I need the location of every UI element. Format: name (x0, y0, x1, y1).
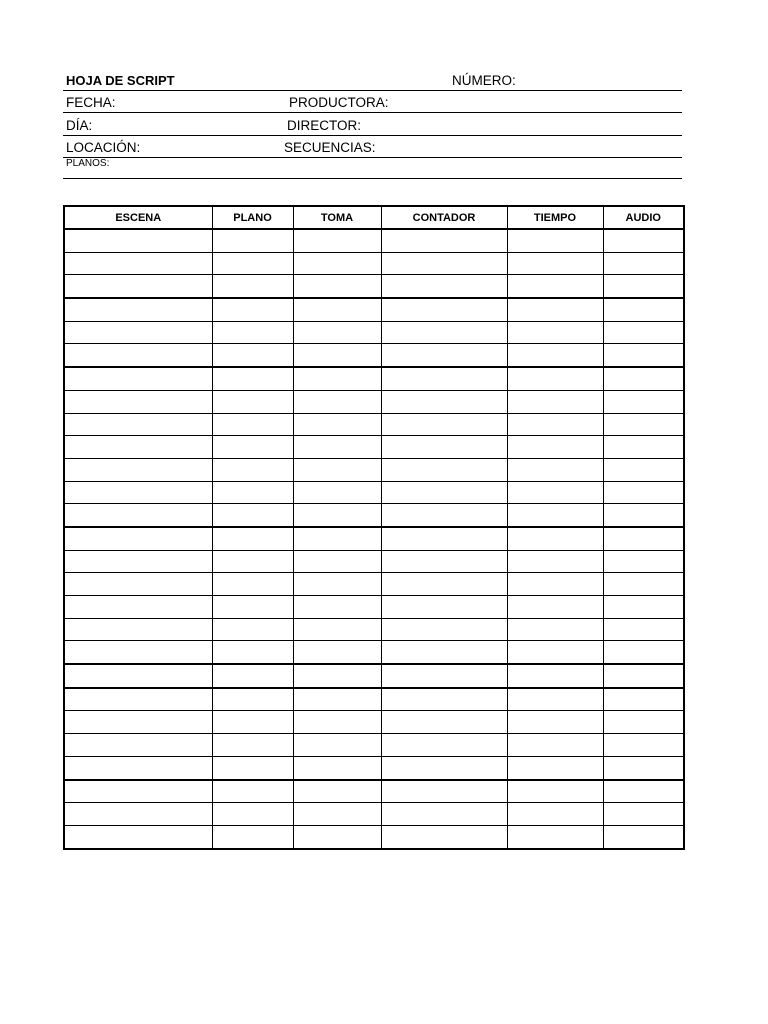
cell-toma[interactable] (293, 367, 381, 390)
table-row (64, 711, 684, 734)
cell-tiempo[interactable] (507, 367, 603, 390)
cell-contador[interactable] (381, 321, 507, 344)
cell-escena[interactable] (64, 711, 212, 734)
cell-audio[interactable] (603, 618, 684, 641)
cell-escena[interactable] (64, 252, 212, 275)
cell-contador[interactable] (381, 688, 507, 711)
cell-tiempo[interactable] (507, 825, 603, 848)
cell-toma[interactable] (293, 413, 381, 436)
dia-label: DÍA: (66, 118, 93, 133)
cell-plano[interactable] (212, 275, 293, 298)
cell-escena[interactable] (64, 298, 212, 321)
cell-plano[interactable] (212, 825, 293, 848)
column-header-audio: AUDIO (603, 206, 684, 229)
cell-contador[interactable] (381, 527, 507, 550)
cell-plano[interactable] (212, 803, 293, 826)
cell-escena[interactable] (64, 664, 212, 688)
cell-escena[interactable] (64, 367, 212, 390)
cell-tiempo[interactable] (507, 734, 603, 757)
cell-plano[interactable] (212, 756, 293, 779)
cell-toma[interactable] (293, 298, 381, 321)
header-row-dia (63, 113, 682, 136)
cell-audio[interactable] (603, 527, 684, 550)
cell-toma[interactable] (293, 688, 381, 711)
cell-contador[interactable] (381, 734, 507, 757)
cell-contador[interactable] (381, 252, 507, 275)
planos-label: PLANOS: (66, 158, 110, 169)
header-row-title (63, 68, 682, 91)
cell-audio[interactable] (603, 825, 684, 848)
cell-escena[interactable] (64, 550, 212, 573)
cell-escena[interactable] (64, 413, 212, 436)
cell-toma[interactable] (293, 780, 381, 803)
cell-plano[interactable] (212, 321, 293, 344)
cell-tiempo[interactable] (507, 596, 603, 619)
cell-tiempo[interactable] (507, 275, 603, 298)
cell-contador[interactable] (381, 573, 507, 596)
cell-plano[interactable] (212, 780, 293, 803)
cell-tiempo[interactable] (507, 527, 603, 550)
cell-toma[interactable] (293, 252, 381, 275)
cell-audio[interactable] (603, 275, 684, 298)
cell-toma[interactable] (293, 596, 381, 619)
cell-audio[interactable] (603, 596, 684, 619)
cell-escena[interactable] (64, 504, 212, 527)
cell-tiempo[interactable] (507, 618, 603, 641)
cell-tiempo[interactable] (507, 573, 603, 596)
header-row-locacion (63, 136, 682, 158)
cell-escena[interactable] (64, 734, 212, 757)
cell-plano[interactable] (212, 573, 293, 596)
cell-toma[interactable] (293, 711, 381, 734)
cell-toma[interactable] (293, 803, 381, 826)
cell-tiempo[interactable] (507, 711, 603, 734)
table-row (64, 436, 684, 459)
table-row (64, 275, 684, 298)
cell-audio[interactable] (603, 252, 684, 275)
table-row (64, 527, 684, 550)
cell-contador[interactable] (381, 711, 507, 734)
cell-escena[interactable] (64, 275, 212, 298)
table-row (64, 688, 684, 711)
cell-toma[interactable] (293, 641, 381, 664)
cell-tiempo[interactable] (507, 803, 603, 826)
table-row (64, 550, 684, 573)
numero-label: NÚMERO: (452, 73, 516, 88)
cell-plano[interactable] (212, 344, 293, 367)
cell-toma[interactable] (293, 504, 381, 527)
table-row (64, 664, 684, 688)
table-row (64, 825, 684, 848)
cell-tiempo[interactable] (507, 504, 603, 527)
cell-plano[interactable] (212, 504, 293, 527)
cell-escena[interactable] (64, 803, 212, 826)
table-row (64, 596, 684, 619)
cell-plano[interactable] (212, 298, 293, 321)
cell-tiempo[interactable] (507, 481, 603, 504)
sheet-title: HOJA DE SCRIPT (66, 73, 175, 88)
cell-audio[interactable] (603, 734, 684, 757)
cell-audio[interactable] (603, 780, 684, 803)
secuencias-label: SECUENCIAS: (284, 140, 376, 155)
table-row (64, 390, 684, 413)
cell-contador[interactable] (381, 436, 507, 459)
cell-plano[interactable] (212, 711, 293, 734)
cell-plano[interactable] (212, 436, 293, 459)
cell-toma[interactable] (293, 734, 381, 757)
table-row (64, 734, 684, 757)
cell-escena[interactable] (64, 458, 212, 481)
header-row-fecha (63, 91, 682, 113)
cell-audio[interactable] (603, 390, 684, 413)
cell-audio[interactable] (603, 688, 684, 711)
cell-audio[interactable] (603, 321, 684, 344)
cell-escena[interactable] (64, 229, 212, 252)
header-row-planos (63, 158, 682, 179)
cell-audio[interactable] (603, 573, 684, 596)
cell-tiempo[interactable] (507, 344, 603, 367)
cell-audio[interactable] (603, 367, 684, 390)
cell-tiempo[interactable] (507, 756, 603, 779)
cell-contador[interactable] (381, 390, 507, 413)
cell-audio[interactable] (603, 664, 684, 688)
cell-audio[interactable] (603, 803, 684, 826)
table-header-row (64, 206, 684, 229)
cell-escena[interactable] (64, 321, 212, 344)
cell-toma[interactable] (293, 550, 381, 573)
cell-tiempo[interactable] (507, 298, 603, 321)
cell-escena[interactable] (64, 688, 212, 711)
fecha-label: FECHA: (66, 95, 116, 110)
cell-toma[interactable] (293, 664, 381, 688)
cell-contador[interactable] (381, 596, 507, 619)
cell-contador[interactable] (381, 803, 507, 826)
cell-audio[interactable] (603, 413, 684, 436)
cell-tiempo[interactable] (507, 550, 603, 573)
cell-escena[interactable] (64, 618, 212, 641)
cell-toma[interactable] (293, 573, 381, 596)
cell-tiempo[interactable] (507, 321, 603, 344)
column-header-tiempo: TIEMPO (507, 206, 603, 229)
cell-plano[interactable] (212, 458, 293, 481)
cell-escena[interactable] (64, 527, 212, 550)
cell-audio[interactable] (603, 756, 684, 779)
table-row (64, 252, 684, 275)
cell-plano[interactable] (212, 252, 293, 275)
table-row (64, 321, 684, 344)
cell-audio[interactable] (603, 436, 684, 459)
table-row (64, 641, 684, 664)
cell-plano[interactable] (212, 734, 293, 757)
table-row (64, 756, 684, 779)
cell-toma[interactable] (293, 229, 381, 252)
cell-escena[interactable] (64, 573, 212, 596)
cell-toma[interactable] (293, 825, 381, 848)
cell-tiempo[interactable] (507, 413, 603, 436)
cell-contador[interactable] (381, 550, 507, 573)
cell-toma[interactable] (293, 481, 381, 504)
cell-audio[interactable] (603, 298, 684, 321)
cell-audio[interactable] (603, 504, 684, 527)
cell-plano[interactable] (212, 641, 293, 664)
cell-contador[interactable] (381, 298, 507, 321)
cell-tiempo[interactable] (507, 641, 603, 664)
cell-toma[interactable] (293, 756, 381, 779)
cell-escena[interactable] (64, 780, 212, 803)
cell-contador[interactable] (381, 780, 507, 803)
cell-plano[interactable] (212, 390, 293, 413)
cell-contador[interactable] (381, 664, 507, 688)
cell-audio[interactable] (603, 550, 684, 573)
table-row (64, 413, 684, 436)
cell-escena[interactable] (64, 344, 212, 367)
cell-contador[interactable] (381, 641, 507, 664)
cell-toma[interactable] (293, 436, 381, 459)
table-row (64, 458, 684, 481)
cell-audio[interactable] (603, 229, 684, 252)
cell-escena[interactable] (64, 481, 212, 504)
cell-contador[interactable] (381, 367, 507, 390)
cell-audio[interactable] (603, 481, 684, 504)
cell-toma[interactable] (293, 275, 381, 298)
cell-escena[interactable] (64, 641, 212, 664)
script-log-table (63, 205, 685, 850)
productora-label: PRODUCTORA: (289, 95, 389, 110)
cell-contador[interactable] (381, 344, 507, 367)
table-row (64, 481, 684, 504)
table-row (64, 298, 684, 321)
cell-tiempo[interactable] (507, 390, 603, 413)
column-header-toma: TOMA (293, 206, 381, 229)
cell-plano[interactable] (212, 481, 293, 504)
cell-tiempo[interactable] (507, 436, 603, 459)
cell-toma[interactable] (293, 618, 381, 641)
cell-audio[interactable] (603, 458, 684, 481)
cell-toma[interactable] (293, 458, 381, 481)
table-row (64, 504, 684, 527)
cell-plano[interactable] (212, 664, 293, 688)
table-row (64, 573, 684, 596)
cell-contador[interactable] (381, 825, 507, 848)
cell-plano[interactable] (212, 367, 293, 390)
cell-audio[interactable] (603, 641, 684, 664)
cell-tiempo[interactable] (507, 664, 603, 688)
locacion-label: LOCACIÓN: (66, 140, 141, 155)
table-row (64, 229, 684, 252)
cell-tiempo[interactable] (507, 458, 603, 481)
cell-plano[interactable] (212, 550, 293, 573)
cell-escena[interactable] (64, 825, 212, 848)
director-label: DIRECTOR: (287, 118, 362, 133)
cell-audio[interactable] (603, 711, 684, 734)
cell-tiempo[interactable] (507, 229, 603, 252)
cell-contador[interactable] (381, 504, 507, 527)
cell-plano[interactable] (212, 688, 293, 711)
cell-toma[interactable] (293, 344, 381, 367)
cell-contador[interactable] (381, 756, 507, 779)
cell-audio[interactable] (603, 344, 684, 367)
column-header-escena: ESCENA (64, 206, 212, 229)
cell-tiempo[interactable] (507, 688, 603, 711)
table-row (64, 780, 684, 803)
cell-plano[interactable] (212, 596, 293, 619)
cell-contador[interactable] (381, 275, 507, 298)
table-row (64, 367, 684, 390)
cell-plano[interactable] (212, 413, 293, 436)
cell-contador[interactable] (381, 481, 507, 504)
cell-toma[interactable] (293, 527, 381, 550)
cell-plano[interactable] (212, 229, 293, 252)
table-row (64, 344, 684, 367)
cell-plano[interactable] (212, 527, 293, 550)
table-body (64, 229, 684, 849)
cell-contador[interactable] (381, 458, 507, 481)
cell-contador[interactable] (381, 229, 507, 252)
cell-contador[interactable] (381, 618, 507, 641)
column-header-plano: PLANO (212, 206, 293, 229)
cell-escena[interactable] (64, 436, 212, 459)
script-sheet-header (63, 68, 682, 179)
cell-contador[interactable] (381, 413, 507, 436)
cell-tiempo[interactable] (507, 780, 603, 803)
cell-toma[interactable] (293, 390, 381, 413)
cell-toma[interactable] (293, 321, 381, 344)
table-row (64, 803, 684, 826)
table-row (64, 618, 684, 641)
cell-plano[interactable] (212, 618, 293, 641)
cell-escena[interactable] (64, 390, 212, 413)
column-header-contador: CONTADOR (381, 206, 507, 229)
cell-escena[interactable] (64, 596, 212, 619)
cell-escena[interactable] (64, 756, 212, 779)
cell-tiempo[interactable] (507, 252, 603, 275)
